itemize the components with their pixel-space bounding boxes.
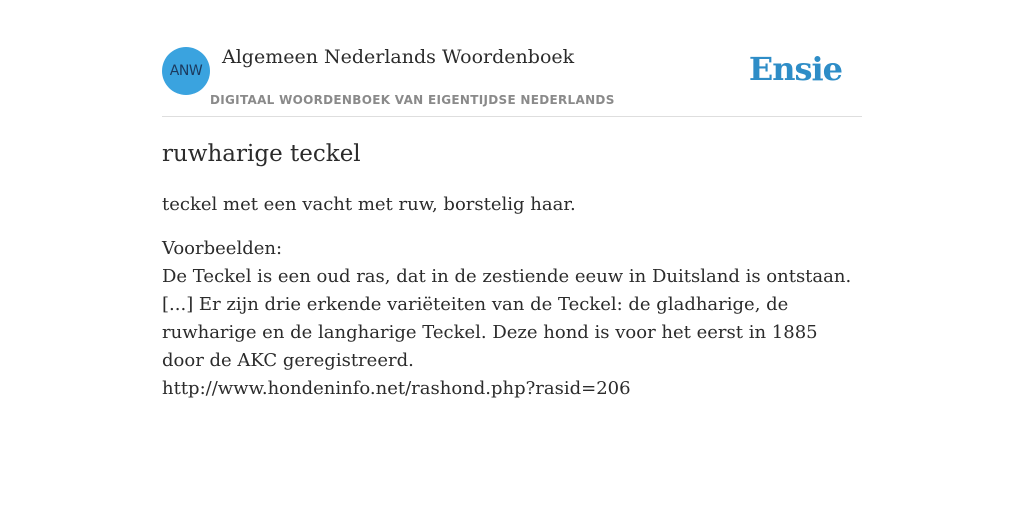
example-text: De Teckel is een oud ras, dat in de zestiende eeuw in Duitsland is ontstaan. [...] Er zijn drie erkende variëteiten van de Teckel: de gladharige, de ruwharige en de langharige Teckel. Deze hond is voor het eerst in 1885 door de AKC geregistreerd. [162,266,852,371]
examples-label: Voorbeelden: [162,238,283,259]
header [162,46,862,117]
logo-text: ANW [169,63,203,79]
dictionary-subtitle: DIGITAAL WOORDENBOEK VAN EIGENTIJDSE NEDERLANDS [210,93,615,107]
entry-term: ruwharige teckel [162,141,361,167]
examples-block [162,235,862,403]
dictionary-title[interactable]: Algemeen Nederlands Woordenboek [222,46,575,68]
source-url: http://www.hondeninfo.net/rashond.php?rasid=206 [162,378,631,399]
ensie-brand-logo[interactable]: Ensie [748,50,842,88]
entry-definition: teckel met een vacht met ruw, borstelig haar. [162,194,576,215]
entry-card [162,46,862,403]
anw-logo[interactable] [162,47,210,95]
